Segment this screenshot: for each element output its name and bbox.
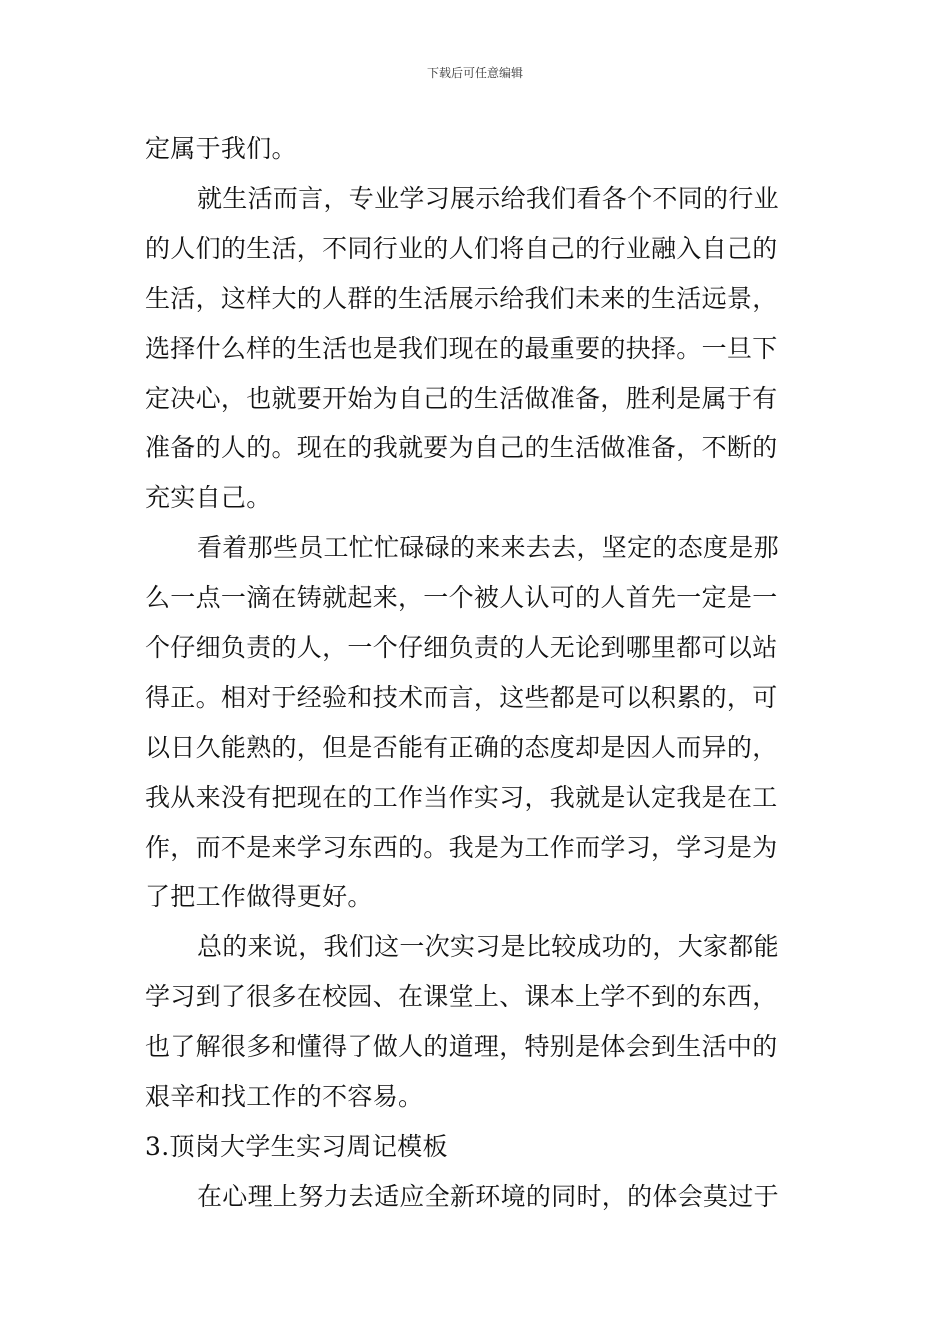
paragraph-line: 生活，这样大的人群的生活展示给我们未来的生活远景， <box>145 284 778 313</box>
paragraph-line: 准备的人的。现在的我就要为自己的生活做准备，不断的 <box>145 433 778 462</box>
paragraph-line: 充实自己。 <box>145 483 272 512</box>
paragraph-line: 么一点一滴在铸就起来，一个被人认可的人首先一定是一 <box>145 583 778 612</box>
paragraph-line: 以日久能熟的，但是否能有正确的态度却是因人而异的， <box>145 733 778 762</box>
paragraph-line: 了把工作做得更好。 <box>145 882 373 911</box>
paragraph-line: 也了解很多和懂得了做人的道理，特别是体会到生活中的 <box>145 1032 778 1061</box>
paragraph-line: 学习到了很多在校园、在课堂上、课本上学不到的东西， <box>145 982 778 1011</box>
paragraph-line: 总的来说，我们这一次实习是比较成功的，大家都能 <box>197 932 779 961</box>
paragraph-line: 定属于我们。 <box>145 134 297 163</box>
paragraph-line: 艰辛和找工作的不容易。 <box>145 1082 424 1111</box>
paragraph-line: 的人们的生活，不同行业的人们将自己的行业融入自己的 <box>145 234 778 263</box>
section-heading: 3.顶岗大学生实习周记模板 <box>145 1132 448 1161</box>
paragraph-line: 个仔细负责的人，一个仔细负责的人无论到哪里都可以站 <box>145 633 778 662</box>
paragraph-line: 就生活而言，专业学习展示给我们看各个不同的行业 <box>197 184 779 213</box>
paragraph-line: 得正。相对于经验和技术而言，这些都是可以积累的，可 <box>145 683 778 712</box>
paragraph-line: 在心理上努力去适应全新环境的同时，的体会莫过于 <box>197 1182 779 1211</box>
paragraph-line: 看着那些员工忙忙碌碌的来来去去，坚定的态度是那 <box>197 533 779 562</box>
page-header: 下载后可任意编辑 <box>426 66 523 80</box>
paragraph-line: 选择什么样的生活也是我们现在的最重要的抉择。一旦下 <box>145 334 778 363</box>
paragraph-line: 作，而不是来学习东西的。我是为工作而学习，学习是为 <box>145 833 778 862</box>
paragraph-line: 我从来没有把现在的工作当作实习，我就是认定我是在工 <box>145 783 778 812</box>
paragraph-line: 定决心，也就要开始为自己的生活做准备，胜利是属于有 <box>145 384 778 413</box>
